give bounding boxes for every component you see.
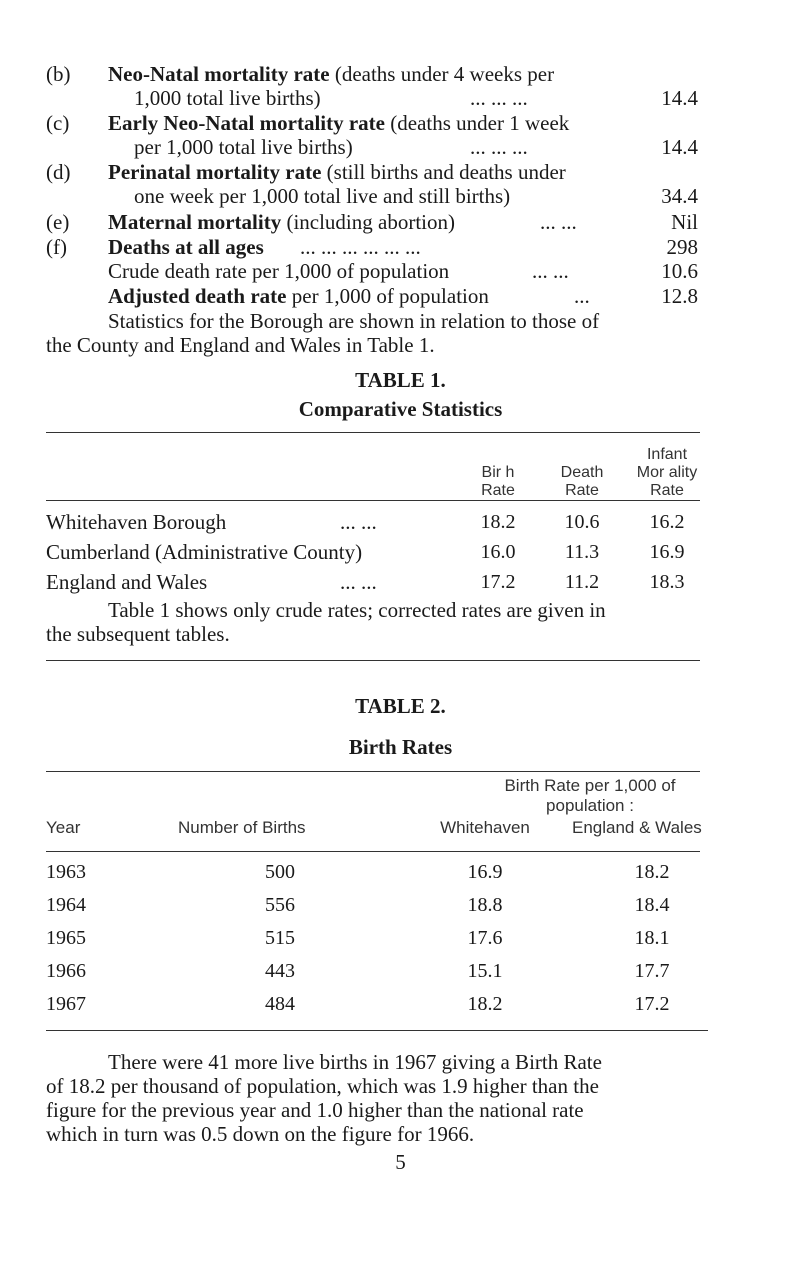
item-value-f: 298 bbox=[666, 235, 698, 259]
paragraph-1-line-2: the County and England and Wales in Table 1. bbox=[46, 333, 435, 357]
item-title-b: Neo-Natal mortality rate bbox=[108, 62, 330, 86]
item-dots-c: ... ... ... bbox=[470, 135, 528, 159]
item-rest-e: (including abortion) bbox=[281, 210, 455, 234]
paragraph-3-line-3: figure for the previous year and 1.0 higher than the national rate bbox=[46, 1098, 584, 1122]
table-2-bottom-rule bbox=[46, 1030, 708, 1031]
table-2-row-whitehaven: 16.9 bbox=[467, 861, 503, 883]
table-2-group-header-line-2: population : bbox=[546, 796, 634, 815]
table-2-row-year: 1964 bbox=[46, 894, 86, 916]
crude-death-dots: ... ... bbox=[532, 259, 569, 283]
table-1-header-death-line-1: Death bbox=[560, 464, 604, 481]
table-1-title: TABLE 1. bbox=[355, 368, 446, 392]
item-line2-c: per 1,000 total live births) bbox=[134, 135, 353, 159]
table-2-row-whitehaven: 18.8 bbox=[467, 894, 503, 916]
item-text-e bbox=[108, 210, 455, 234]
item-text-d bbox=[108, 160, 566, 184]
item-title-d: Perinatal mortality rate bbox=[108, 160, 322, 184]
table-2-row-england: 17.7 bbox=[634, 960, 670, 982]
table-1-header-infant-line-3: Rate bbox=[650, 482, 684, 499]
table-1-row-death: 11.3 bbox=[564, 541, 600, 563]
adjusted-death-rest: per 1,000 of population bbox=[286, 284, 489, 308]
table-2-row-births: 443 bbox=[265, 960, 295, 982]
item-dots-b: ... ... ... bbox=[470, 86, 528, 110]
item-line2-b: 1,000 total live births) bbox=[134, 86, 321, 110]
table-2-top-rule bbox=[46, 771, 700, 772]
table-2-row-year: 1963 bbox=[46, 861, 86, 883]
table-1-row-birth: 16.0 bbox=[480, 541, 516, 563]
table-2-group-header bbox=[440, 776, 740, 816]
item-rest-d: (still births and deaths under bbox=[321, 160, 566, 184]
table-2-row-england: 18.4 bbox=[634, 894, 670, 916]
table-1-top-rule bbox=[46, 432, 700, 433]
table-1-header-birth bbox=[458, 464, 538, 500]
adjusted-death-dots: ... bbox=[574, 284, 590, 308]
table-2-row-births: 515 bbox=[265, 927, 295, 949]
table-2-row-whitehaven: 18.2 bbox=[467, 993, 503, 1015]
table-1-row-name: Whitehaven Borough bbox=[46, 510, 227, 534]
item-rest-c: (deaths under 1 week bbox=[385, 111, 570, 135]
item-label-f: (f) bbox=[46, 235, 67, 259]
item-rest-b: (deaths under 4 weeks per bbox=[329, 62, 555, 86]
paragraph-3-line-1: There were 41 more live births in 1967 giving a Birth Rate bbox=[108, 1050, 602, 1074]
table-2-header-births: Number of Births bbox=[178, 818, 306, 837]
item-value-d: 34.4 bbox=[661, 184, 698, 208]
table-2-row-whitehaven: 15.1 bbox=[467, 960, 503, 982]
table-1-header-death bbox=[542, 464, 622, 500]
adjusted-death-value: 12.8 bbox=[661, 284, 698, 308]
item-label-d: (d) bbox=[46, 160, 71, 184]
table-1-row-dots: ... ... bbox=[340, 570, 377, 594]
table-2-header-whitehaven: Whitehaven bbox=[440, 818, 530, 837]
table-1-subtitle: Comparative Statistics bbox=[298, 397, 503, 421]
table-1-header-infant-line-1: Infant bbox=[646, 446, 688, 463]
item-value-c: 14.4 bbox=[661, 135, 698, 159]
table-2-row-year: 1967 bbox=[46, 993, 86, 1015]
crude-death-value: 10.6 bbox=[661, 259, 698, 283]
adjusted-death-label bbox=[108, 284, 489, 308]
table-1-row-death: 11.2 bbox=[564, 571, 600, 593]
item-label-c: (c) bbox=[46, 111, 70, 135]
adjusted-death-bold: Adjusted death rate bbox=[108, 284, 287, 308]
paragraph-2-line-2: the subsequent tables. bbox=[46, 622, 230, 646]
table-1-row-infant: 16.2 bbox=[649, 511, 685, 533]
table-2-row-england: 18.1 bbox=[634, 927, 670, 949]
table-2-row-year: 1966 bbox=[46, 960, 86, 982]
item-dots-e: ... ... bbox=[540, 210, 577, 234]
item-title-c: Early Neo-Natal mortality rate bbox=[108, 111, 385, 135]
table-1-row-infant: 16.9 bbox=[649, 541, 685, 563]
table-1-bottom-rule bbox=[46, 660, 700, 661]
table-1-header-rule bbox=[46, 500, 700, 501]
table-2-row-england: 18.2 bbox=[634, 861, 670, 883]
table-1-header-death-line-2: Rate bbox=[565, 482, 599, 499]
item-label-e: (e) bbox=[46, 210, 70, 234]
paragraph-3-line-2: of 18.2 per thousand of population, which was 1.9 higher than the bbox=[46, 1074, 599, 1098]
item-dots-f: ... ... ... ... ... ... bbox=[300, 235, 421, 259]
table-2-header-england: England & Wales bbox=[572, 818, 702, 837]
table-2-row-births: 484 bbox=[265, 993, 295, 1015]
table-2-row-births: 500 bbox=[265, 861, 295, 883]
item-title-e: Maternal mortality bbox=[108, 210, 282, 234]
paragraph-2-line-1: Table 1 shows only crude rates; corrected rates are given in bbox=[108, 598, 606, 622]
table-1-row-birth: 18.2 bbox=[480, 511, 516, 533]
table-1-row-birth: 17.2 bbox=[480, 571, 516, 593]
table-2-group-header-line-1: Birth Rate per 1,000 of bbox=[504, 776, 676, 795]
table-1-row-death: 10.6 bbox=[564, 511, 600, 533]
table-1-row-infant: 18.3 bbox=[649, 571, 685, 593]
item-value-b: 14.4 bbox=[661, 86, 698, 110]
table-2-row-whitehaven: 17.6 bbox=[467, 927, 503, 949]
table-1-row-name: England and Wales bbox=[46, 570, 208, 594]
table-1-header-infant bbox=[624, 446, 710, 500]
table-1-row-name: Cumberland (Administrative County) bbox=[46, 540, 363, 564]
table-1-header-birth-line-2: Rate bbox=[481, 482, 515, 499]
crude-death-label: Crude death rate per 1,000 of population bbox=[108, 259, 450, 283]
paragraph-1-line-1: Statistics for the Borough are shown in relation to those of bbox=[108, 309, 600, 333]
table-2-header-year: Year bbox=[46, 818, 81, 837]
table-2-subtitle: Birth Rates bbox=[348, 735, 453, 759]
item-text-c bbox=[108, 111, 569, 135]
item-line2-d: one week per 1,000 total live and still births) bbox=[134, 184, 511, 208]
table-2-title: TABLE 2. bbox=[355, 694, 446, 718]
table-2-header-rule bbox=[46, 851, 700, 852]
table-2-row-england: 17.2 bbox=[634, 993, 670, 1015]
table-1-header-birth-line-1: Bir h bbox=[481, 464, 515, 481]
table-2-row-year: 1965 bbox=[46, 927, 86, 949]
item-title-f: Deaths at all ages bbox=[108, 235, 264, 259]
item-value-e: Nil bbox=[671, 210, 698, 234]
table-1-header-infant-line-2: Mor ality bbox=[636, 464, 698, 481]
paragraph-3-line-4: which in turn was 0.5 down on the figure for 1966. bbox=[46, 1122, 475, 1146]
table-2-row-births: 556 bbox=[265, 894, 295, 916]
table-1-row-dots: ... ... bbox=[340, 510, 377, 534]
item-label-b: (b) bbox=[46, 62, 71, 86]
page-number: 5 bbox=[395, 1150, 406, 1174]
item-text-b bbox=[108, 62, 554, 86]
